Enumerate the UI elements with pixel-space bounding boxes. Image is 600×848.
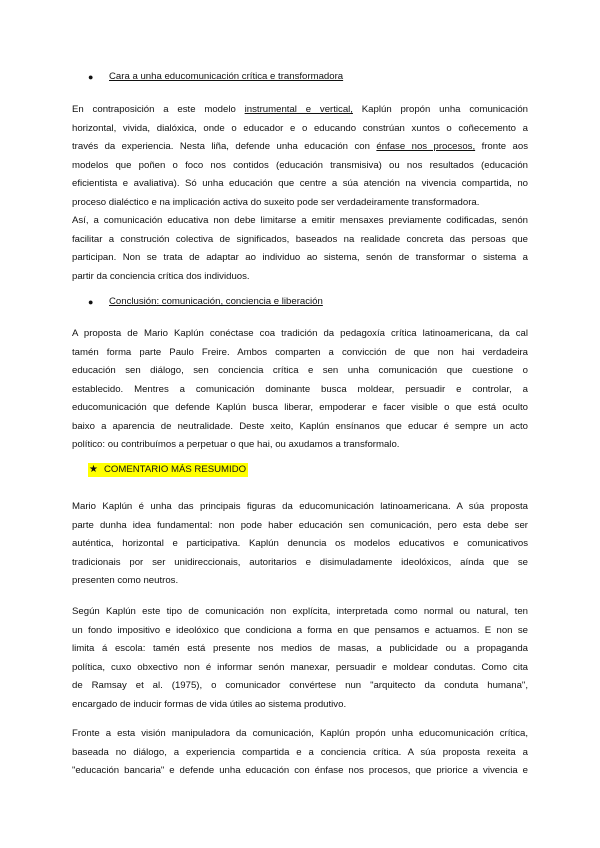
text-line: político: ou contribuímos a perpetuar o que hai, ou axudamos a transformalo. — [72, 439, 400, 450]
text-line: política, cuxo obxectivo non é informar senón manexar, persuadir e moldear condutas. Como cita — [72, 661, 528, 673]
bullet-dot-icon: ● — [88, 72, 94, 82]
text-line: de Ramsay et al. (1975), o comunicador convértese nun "arquitecto da conduta humana", — [72, 680, 528, 691]
highlight-label: COMENTARIO MÁS RESUMIDO — [103, 464, 247, 475]
text-line: través da experiencia. Nesta liña, defende unha educación con énfase nos procesos, fronte aos — [72, 141, 529, 152]
text-line: tamén forma parte Paulo Freire. Ambos comparten a convicción de que non hai verdadeira — [72, 346, 528, 358]
text-line: partir da conciencia crítica dos individuos. — [72, 270, 250, 282]
text-line: Mario Kaplún é unha das principais figuras da educomunicación latinoamericana. A súa proposta — [72, 501, 528, 512]
text-line: modelos que poñen o foco nos contidos (educación transmisiva) ou nos resultados (educación — [72, 159, 528, 171]
text-line: parte dunha idea fundamental: non pode haber educación sen comunicación, pero esta debe ser — [72, 519, 528, 531]
text-line: "educación bancaria" e defende unha educación con énfase nos procesos, que priorice a vivencia e — [72, 765, 528, 776]
text-line: educación sen diálogo, sen conciencia crítica e sen unha comunicación que cuestione o — [72, 365, 528, 376]
text-line: Fronte a esta visión manipuladora da comunicación, Kaplún propón unha educomunicación crítica, — [72, 728, 528, 739]
text-line: baseada no diálogo, a experiencia compartida e a conciencia crítica. A súa proposta rexeita a — [72, 746, 528, 758]
highlighted-heading — [88, 463, 248, 477]
text-line: eficientista e avaliativa). Só unha educación que centre a súa atención na vivencia compartida, no — [72, 178, 528, 189]
text-line: facilitar a construción colectiva de significados, baseados na realidade concreta das persoas que — [72, 233, 528, 245]
text-line: limita á escola: tamén está presente nos medios de masas, a publicidade ou a propaganda — [72, 643, 528, 654]
text-line: auténtica, horizontal e participativa. Kaplún denuncia os modelos educativos e comunicativos — [72, 538, 528, 549]
summary-paragraph-3 — [72, 725, 528, 781]
text-line: encargado de inducir formas de vida útiles ao sistema produtivo. — [72, 698, 347, 710]
text-line: Así, a comunicación educativa non debe limitarse a emitir mensaxes previamente codificadas, senón — [72, 215, 528, 226]
text-line: presenten como neutros. — [72, 575, 179, 586]
text-line: educomunicación que defende Kaplún busca liberar, empoderar e facer visible o que está oculto — [72, 402, 528, 413]
text-line: A proposta de Mario Kaplún conéctase coa tradición da pedagoxía crítica latinoamericana, da cal — [72, 328, 528, 339]
summary-paragraph-1 — [72, 498, 528, 591]
text-line: Según Kaplún este tipo de comunicación non explícita, interpretada como normal ou natural, ten — [72, 606, 528, 617]
text-line: proceso dialéctico e na implicación activa do suxeito pode ser verdadeiramente transformadora. — [72, 196, 480, 208]
text-line: horizontal, vivida, dialóxica, onde o educador e o educando constrúan xuntos o coñecemento a — [72, 122, 528, 134]
text-line: participan. Non se trata de adaptar ao individuo ao sistema, senón de transformar o sistema a — [72, 252, 528, 263]
section1-paragraph — [72, 101, 528, 286]
text-line: establecido. Mentres a comunicación dominante busca moldear, persuadir e controlar, a — [72, 383, 528, 395]
text-line: baixo a aparencia de neutralidade. Deste xeito, Kaplún ensínanos que educar é sempre un acto — [72, 420, 528, 432]
star-icon: ★ — [89, 464, 98, 475]
summary-paragraph-2 — [72, 603, 528, 714]
section2-paragraph — [72, 325, 528, 455]
text-line: un fondo impositivo e ideolóxico que condiciona a forma en que pensamos e actuamos. E non se — [72, 624, 528, 636]
text-line: tradicionais por ser unidireccionais, autoritarios e disimuladamente ideolóxicos, aínda que se — [72, 556, 528, 568]
bullet-dot-icon: ● — [88, 297, 94, 307]
document-page: ● Cara a unha educomunicación crítica e transformadora En contraposición a este modelo instrumental e vertical, Kaplún propón unha comunicación horizontal, vivida, dialóxica, onde o educador e o educando constrúan xuntos o coñecemento a través da experiencia. Nesta liña, defende unha educación con énfase nos procesos, fronte aos modelos que poñen o foco nos contidos (educación transmisiva) ou nos resultados (educación eficientista e avaliativa). Só unha educación que centre a súa atención na vivencia compartida, no proceso dialéctico e na implicación activa do suxeito pode ser verdadeiramente transformadora. Así, a comunicación educativa non debe limitarse a emitir mensaxes previamente codificadas, senón facilitar a construción colectiva de significados, baseados na realidade concreta das persoas que participan. Non se trata de adaptar ao individuo ao sistema, senón de transformar o sistema a partir da conciencia crítica dos individuos. ● Conclusión: comunicación, conciencia e liberación A proposta de Mario Kaplún conéctase coa tradición da pedagoxía crítica latinoamericana, da cal tamén forma parte Paulo Freire. Ambos comparten a convicción de que non hai verdadeira educación sen diálogo, sen conciencia crítica e sen unha comunicación que cuestione o establecido. Mentres a comunicación dominante busca moldear, persuadir e controlar, a educomunicación que defende Kaplún busca liberar, empoderar e facer visible o que está oculto baixo a aparencia de neutralidade. Deste xeito, Kaplún ensínanos que educar é sempre un acto político: ou contribuímos a perpetuar o que hai, ou axudamos a transformalo. ★ COMENTARIO MÁS RESUMIDO Mario Kaplún é unha das principais figuras da educomunicación latinoamericana. A súa proposta parte dunha idea fundamental: non pode haber educación sen comunicación, pero esta debe ser auténtica, horizontal e participativa. Kaplún denuncia os modelos educativos e comunicativos tradicionais por ser unidireccionais, autoritarios e disimuladamente ideolóxicos, aínda que se presenten como neutros. Según Kaplún este tipo de comunicación non explícita, interpretada como normal ou natural, ten un fondo impositivo e ideolóxico que condiciona a forma en que pensamos e actuamos. E non se limita á escola: tamén está presente nos medios de masas, a publicidade ou a propaganda política, cuxo obxectivo non é informar senón manexar, persuadir e moldear condutas. Como cita de Ramsay et al. (1975), o comunicador convértese nun "arquitecto da conduta humana", encargado de inducir formas de vida útiles ao sistema produtivo. Fronte a esta visión manipuladora da comunicación, Kaplún propón unha educomunicación crítica, baseada no diálogo, a experiencia compartida e a conciencia crítica. A súa proposta rexeita a "educación bancaria" e defende unha educación con énfase nos procesos, que priorice a vivencia e — [0, 0, 600, 848]
text-line: En contraposición a este modelo instrumental e vertical, Kaplún propón unha comunicación — [72, 104, 528, 115]
